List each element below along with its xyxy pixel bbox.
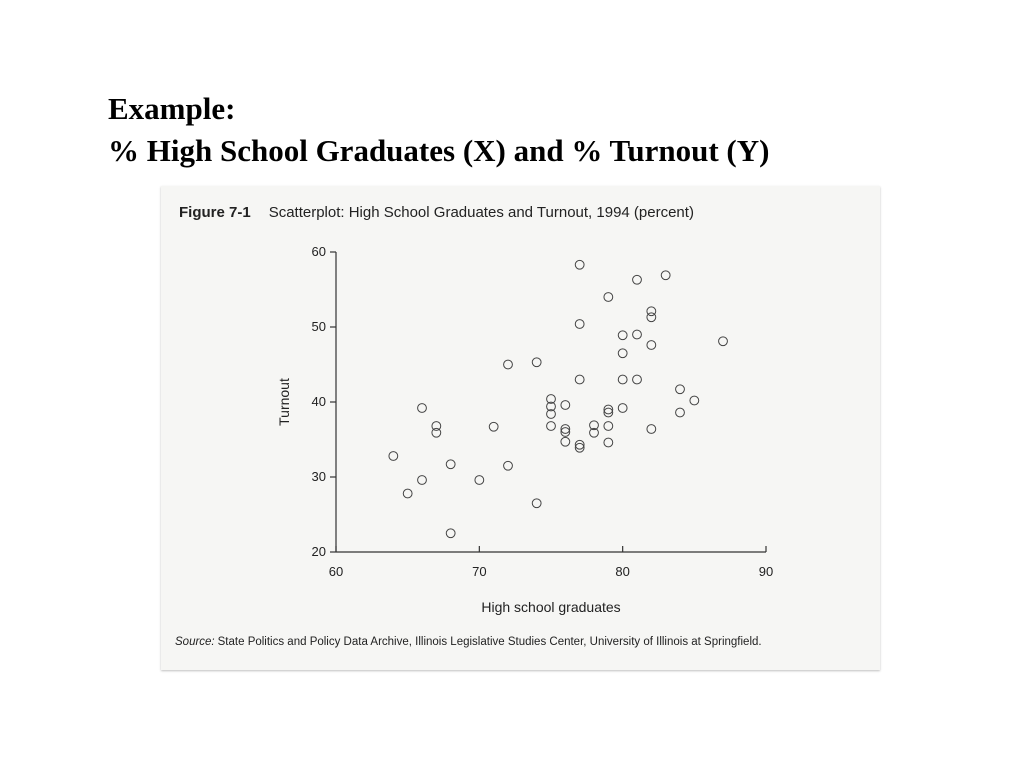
data-point (504, 461, 513, 470)
data-point (618, 404, 627, 413)
x-tick-label: 90 (758, 564, 774, 579)
data-point (604, 293, 613, 302)
scanned-figure (161, 186, 880, 670)
data-point (389, 452, 398, 461)
data-point (618, 349, 627, 358)
source-note (175, 636, 762, 648)
data-point (432, 428, 441, 437)
data-point (504, 360, 513, 369)
data-point (618, 375, 627, 384)
x-tick-label: 70 (472, 564, 487, 579)
figure-caption-text: Scatterplot: High School Graduates and Turnout, 1994 (percent) (268, 204, 694, 221)
data-point (575, 375, 584, 384)
y-tick-label: 50 (311, 319, 326, 334)
data-point (633, 330, 642, 339)
figure-label: Figure 7-1 (179, 204, 251, 221)
data-point (561, 401, 570, 410)
data-point (604, 438, 613, 447)
data-point (575, 320, 584, 329)
data-point (446, 529, 455, 538)
data-point (418, 404, 427, 413)
data-point (647, 313, 656, 322)
data-points (389, 260, 727, 537)
data-point (661, 271, 670, 280)
slide-title-line-1: Example: (108, 91, 236, 126)
y-axis-label: Turnout (276, 378, 292, 426)
data-point (532, 499, 541, 508)
data-point (647, 425, 656, 434)
data-point (647, 341, 656, 350)
scatterplot (161, 186, 880, 670)
data-point (403, 489, 412, 498)
axis-ticks (312, 244, 774, 579)
slide-title-line-2: % High School Graduates (X) and % Turnout (Y) (108, 133, 770, 168)
source-label: Source: (175, 636, 215, 648)
data-point (676, 408, 685, 417)
y-tick-label: 60 (311, 244, 326, 259)
x-tick-label: 80 (615, 564, 630, 579)
data-point (561, 437, 570, 446)
data-point (690, 396, 699, 405)
y-tick-label: 20 (311, 544, 326, 559)
data-point (489, 422, 498, 431)
x-axis-label: High school graduates (481, 599, 621, 615)
data-point (532, 358, 541, 367)
source-text: State Politics and Policy Data Archive, Illinois Legislative Studies Center, University of Illinois at Springfield. (217, 636, 762, 648)
data-point (418, 476, 427, 485)
data-point (676, 385, 685, 394)
data-point (547, 422, 556, 431)
slide-title (108, 88, 769, 172)
data-point (633, 375, 642, 384)
data-point (604, 422, 613, 431)
data-point (633, 275, 642, 284)
data-point (475, 476, 484, 485)
y-tick-label: 30 (311, 469, 326, 484)
data-point (618, 331, 627, 340)
y-tick-label: 40 (311, 394, 326, 409)
x-tick-label: 60 (328, 564, 344, 579)
data-point (719, 337, 728, 346)
data-point (575, 260, 584, 269)
data-point (446, 460, 455, 469)
